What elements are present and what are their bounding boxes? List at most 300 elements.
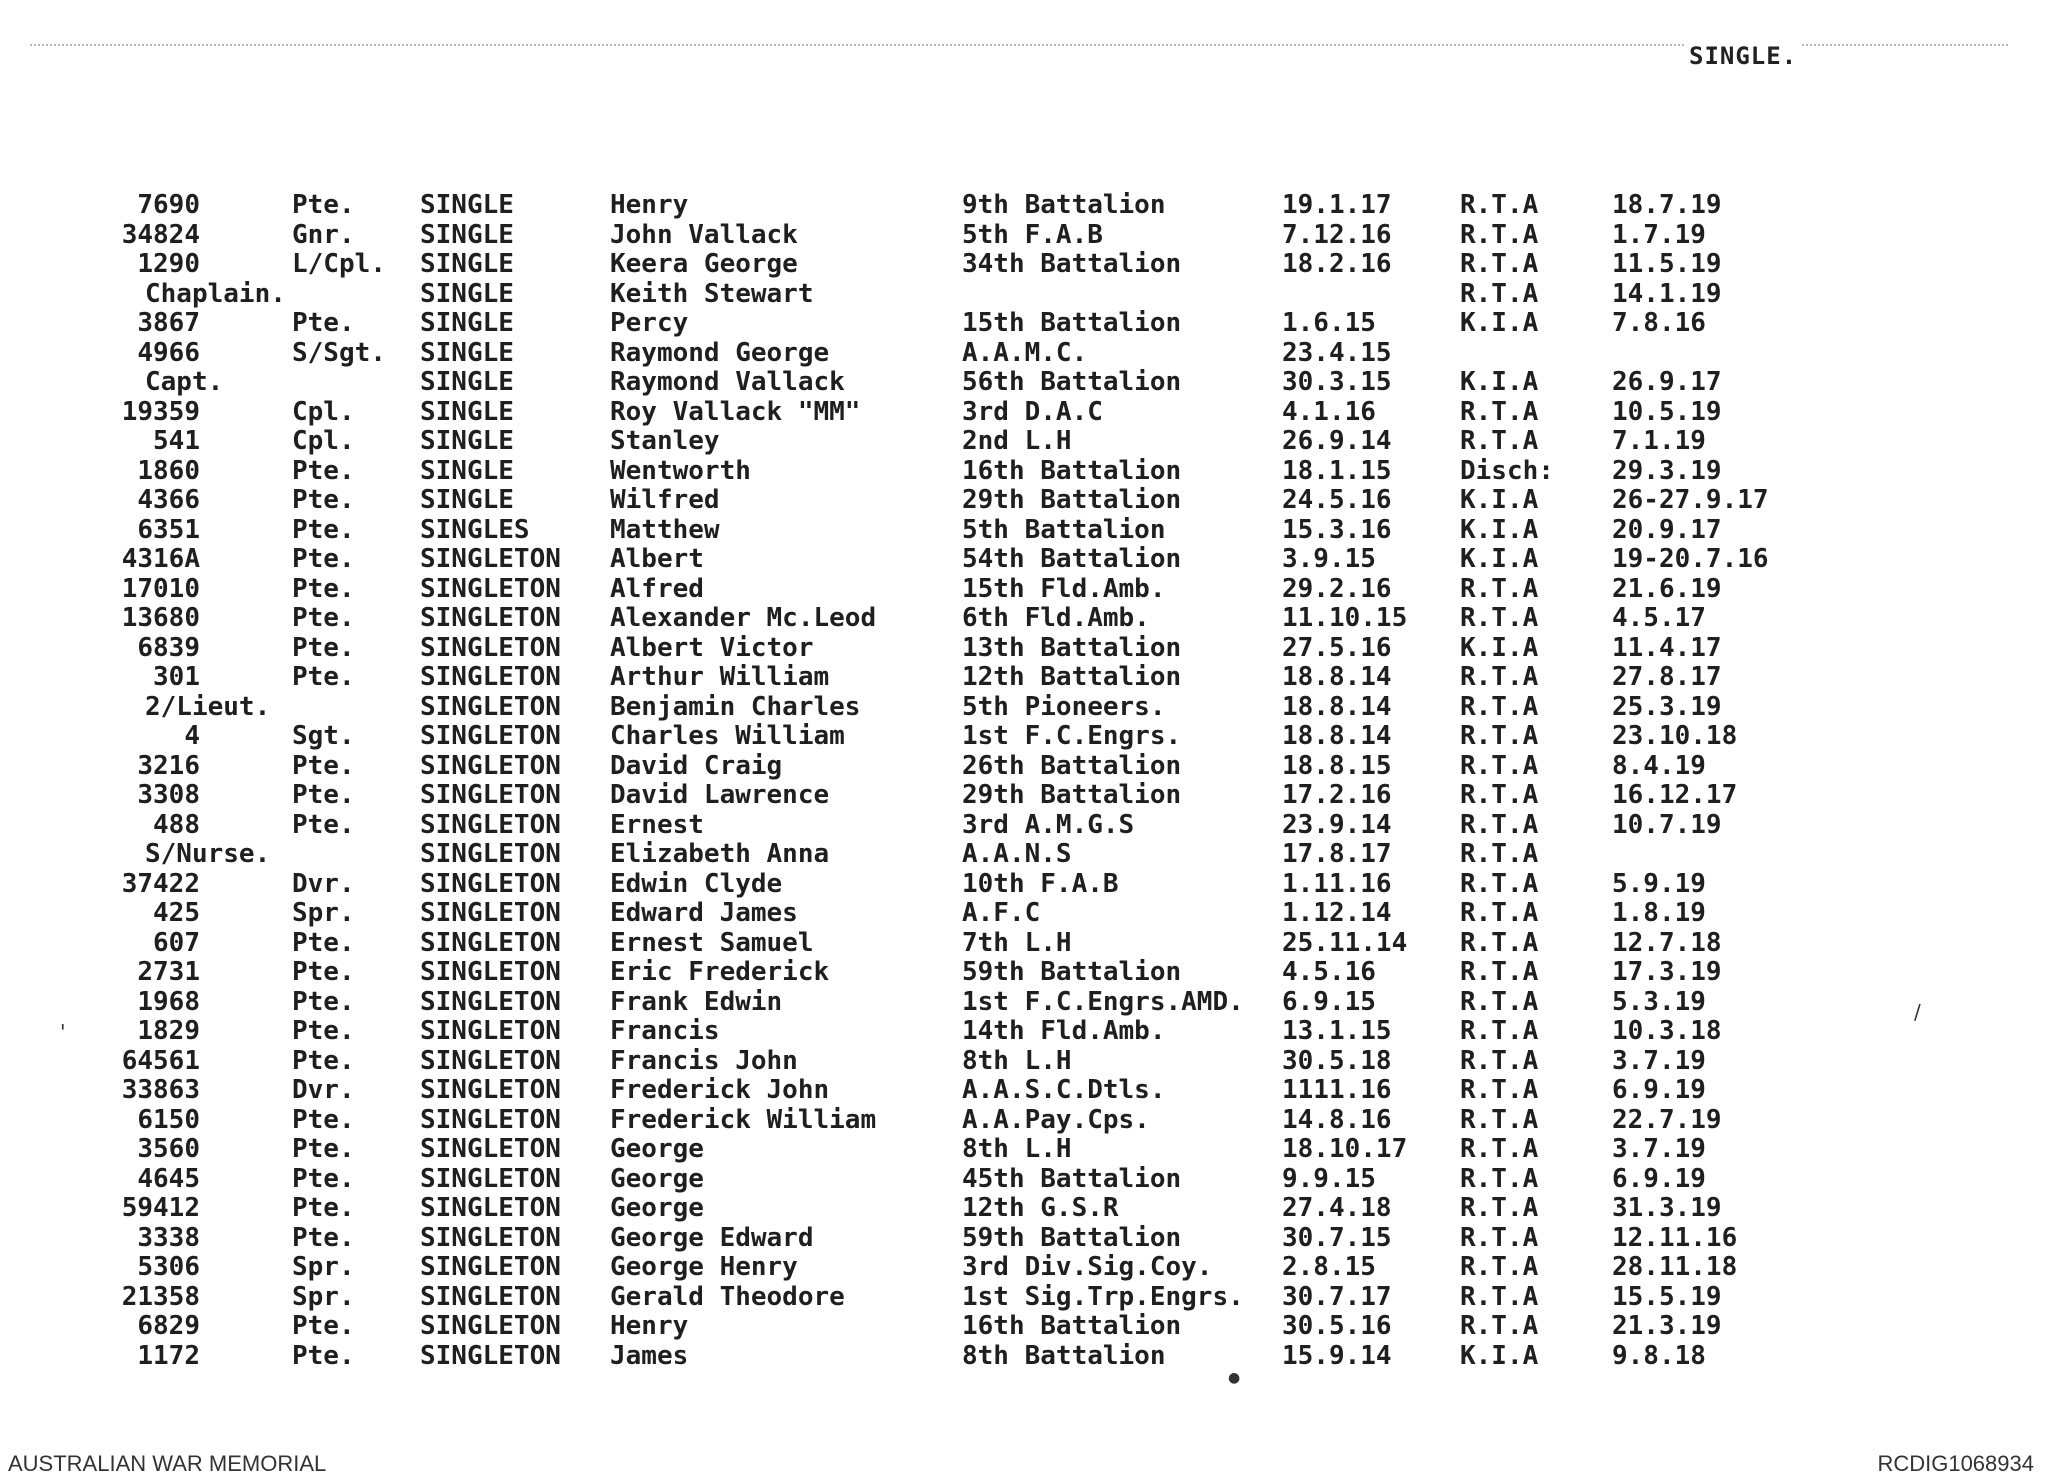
enlistment-date: 29.2.16: [1282, 573, 1392, 604]
given-names: Roy Vallack "MM": [610, 396, 861, 427]
table-row: [0, 810, 2048, 840]
fate: R.T.A: [1460, 721, 1539, 751]
unit: 29th Battalion: [962, 780, 1182, 810]
unit: A.A.N.S: [962, 839, 1072, 869]
fate: R.T.A: [1460, 219, 1539, 250]
surname: SINGLE: [420, 308, 514, 338]
enlistment-date: 19.1.17: [1282, 190, 1392, 220]
fate: R.T.A: [1460, 1134, 1539, 1164]
enlistment-date: 18.8.15: [1282, 750, 1392, 781]
unit: 5th F.A.B: [962, 219, 1103, 250]
fate: R.T.A: [1460, 1252, 1539, 1282]
unit: 7th L.H: [962, 927, 1072, 958]
unit: 3rd D.A.C: [962, 396, 1103, 427]
table-row: [0, 249, 2048, 279]
enlistment-date: 17.8.17: [1282, 839, 1392, 869]
surname: SINGLE: [420, 396, 514, 427]
surname: SINGLETON: [420, 1311, 561, 1341]
table-row: [0, 957, 2048, 987]
unit: 56th Battalion: [962, 367, 1182, 397]
given-names: Eric Frederick: [610, 957, 830, 987]
given-names: Percy: [610, 308, 689, 338]
service-number: 37422: [121, 868, 200, 899]
enlistment-date: 25.11.14: [1282, 927, 1408, 958]
enlistment-date: 23.9.14: [1282, 809, 1392, 840]
enlistment-date: 18.8.14: [1282, 721, 1392, 751]
service-number: Chaplain.: [145, 278, 286, 309]
fate: R.T.A: [1460, 278, 1539, 309]
table-row: [0, 1282, 2048, 1312]
fate: R.T.A: [1460, 927, 1539, 958]
unit: 16th Battalion: [962, 455, 1182, 486]
fate: R.T.A: [1460, 1075, 1539, 1105]
enlistment-date: 26.9.14: [1282, 426, 1392, 456]
enlistment-date: 30.5.16: [1282, 1311, 1392, 1341]
given-names: Henry: [610, 190, 689, 220]
rank: Dvr.: [292, 1075, 355, 1105]
rank: Pte.: [292, 662, 355, 692]
fate-date: 19-20.7.16: [1612, 544, 1769, 574]
enlistment-date: 23.4.15: [1282, 337, 1392, 368]
fate: R.T.A: [1460, 396, 1539, 427]
given-names: Raymond George: [610, 337, 830, 368]
fate: R.T.A: [1460, 780, 1539, 810]
fate-date: 16.12.17: [1612, 780, 1738, 810]
fate-date: 21.3.19: [1612, 1311, 1722, 1341]
given-names: Edward James: [610, 898, 798, 928]
table-row: [0, 426, 2048, 456]
service-number: S/Nurse.: [145, 839, 271, 869]
table-row: [0, 308, 2048, 338]
fate-date: 10.7.19: [1612, 809, 1722, 840]
surname: SINGLETON: [420, 927, 561, 958]
surname: SINGLETON: [420, 1252, 561, 1282]
rank: Pte.: [292, 485, 355, 515]
unit: A.A.S.C.Dtls.: [962, 1075, 1166, 1105]
table-row: [0, 367, 2048, 397]
service-number: 21358: [121, 1281, 200, 1312]
service-number: 33863: [121, 1075, 200, 1105]
fate-date: 11.5.19: [1612, 249, 1722, 279]
given-names: Keith Stewart: [610, 278, 814, 309]
footer-record-id: RCDIG1068934: [1877, 1451, 2034, 1476]
surname: SINGLETON: [420, 898, 561, 928]
rank: Pte.: [292, 603, 355, 633]
table-row: [0, 692, 2048, 722]
enlistment-date: 7.12.16: [1282, 219, 1392, 250]
fate: R.T.A: [1460, 190, 1539, 220]
enlistment-date: 4.5.16: [1282, 957, 1376, 987]
rank: Sgt.: [292, 721, 355, 751]
fate: R.T.A: [1460, 1016, 1539, 1046]
fate-date: 27.8.17: [1612, 662, 1722, 692]
fate-date: 15.5.19: [1612, 1281, 1722, 1312]
enlistment-date: 1.12.14: [1282, 898, 1392, 928]
service-number: 607: [153, 927, 200, 958]
surname: SINGLETON: [420, 1016, 561, 1046]
unit: 1st F.C.Engrs.AMD.: [962, 986, 1244, 1017]
fate: R.T.A: [1460, 750, 1539, 781]
rank: Spr.: [292, 1252, 355, 1282]
unit: 15th Battalion: [962, 308, 1182, 338]
unit: 34th Battalion: [962, 249, 1182, 279]
given-names: Frederick John: [610, 1075, 830, 1105]
surname: SINGLE: [420, 455, 514, 486]
unit: 54th Battalion: [962, 544, 1182, 574]
rank: Gnr.: [292, 219, 355, 250]
table-row: [0, 633, 2048, 663]
enlistment-date: 18.8.14: [1282, 662, 1392, 692]
given-names: George: [610, 1193, 704, 1223]
surname: SINGLETON: [420, 632, 561, 663]
enlistment-date: 9.9.15: [1282, 1163, 1376, 1194]
unit: 13th Battalion: [962, 632, 1182, 663]
rank: Pte.: [292, 1340, 355, 1371]
table-row: [0, 1016, 2048, 1046]
table-row: [0, 397, 2048, 427]
fate: R.T.A: [1460, 1045, 1539, 1076]
fate-date: 23.10.18: [1612, 721, 1738, 751]
unit: A.F.C: [962, 898, 1041, 928]
enlistment-date: 18.10.17: [1282, 1134, 1408, 1164]
service-number: 2731: [137, 957, 200, 987]
unit: 6th Fld.Amb.: [962, 603, 1150, 633]
service-number: Capt.: [145, 367, 224, 397]
surname: SINGLETON: [420, 1045, 561, 1076]
table-row: [0, 485, 2048, 515]
service-number: 541: [153, 426, 200, 456]
table-row: [0, 869, 2048, 899]
surname: SINGLE: [420, 278, 514, 309]
enlistment-date: 13.1.15: [1282, 1016, 1392, 1046]
rank: Pte.: [292, 190, 355, 220]
surname: SINGLETON: [420, 1340, 561, 1371]
fate: K.I.A: [1460, 1340, 1539, 1371]
enlistment-date: 18.1.15: [1282, 455, 1392, 486]
given-names: Matthew: [610, 514, 720, 545]
rank: Pte.: [292, 957, 355, 987]
surname: SINGLETON: [420, 986, 561, 1017]
unit: 2nd L.H: [962, 426, 1072, 456]
rank: Pte.: [292, 1016, 355, 1046]
enlistment-date: 30.7.17: [1282, 1281, 1392, 1312]
given-names: Benjamin Charles: [610, 691, 861, 722]
surname: SINGLETON: [420, 691, 561, 722]
table-row: [0, 603, 2048, 633]
stray-dot: ●: [1228, 1370, 1241, 1386]
fate-date: 1.8.19: [1612, 898, 1706, 928]
fate-date: 25.3.19: [1612, 691, 1722, 722]
table-row: [0, 987, 2048, 1017]
rank: Pte.: [292, 573, 355, 604]
given-names: Wentworth: [610, 455, 751, 486]
given-names: David Craig: [610, 750, 783, 781]
surname: SINGLE: [420, 337, 514, 368]
given-names: George Henry: [610, 1252, 798, 1282]
fate-date: 9.8.18: [1612, 1340, 1706, 1371]
service-number: 1860: [137, 455, 200, 486]
service-number: 4316A: [121, 544, 200, 574]
fate-date: 20.9.17: [1612, 514, 1722, 545]
rank: Pte.: [292, 455, 355, 486]
fate-date: 18.7.19: [1612, 190, 1722, 220]
given-names: David Lawrence: [610, 780, 830, 810]
service-number: 4366: [137, 485, 200, 515]
surname: SINGLETON: [420, 1134, 561, 1164]
service-number: 301: [153, 662, 200, 692]
unit: 1st F.C.Engrs.: [962, 721, 1182, 751]
rank: Pte.: [292, 809, 355, 840]
table-row: [0, 1193, 2048, 1223]
stray-mark: /: [1914, 1000, 1921, 1024]
given-names: James: [610, 1340, 689, 1371]
fate: K.I.A: [1460, 367, 1539, 397]
fate-date: 11.4.17: [1612, 632, 1722, 663]
unit: 59th Battalion: [962, 957, 1182, 987]
enlistment-date: 30.5.18: [1282, 1045, 1392, 1076]
service-number: 3338: [137, 1222, 200, 1253]
surname: SINGLETON: [420, 839, 561, 869]
surname: SINGLETON: [420, 780, 561, 810]
rank: Pte.: [292, 1222, 355, 1253]
fate-date: 3.7.19: [1612, 1134, 1706, 1164]
rank: Pte.: [292, 514, 355, 545]
enlistment-date: 3.9.15: [1282, 544, 1376, 574]
rank: Spr.: [292, 898, 355, 928]
unit: 26th Battalion: [962, 750, 1182, 781]
unit: 9th Battalion: [962, 190, 1166, 220]
enlistment-date: 27.4.18: [1282, 1193, 1392, 1223]
fate: R.T.A: [1460, 1104, 1539, 1135]
surname: SINGLETON: [420, 868, 561, 899]
enlistment-date: 1111.16: [1282, 1075, 1392, 1105]
unit: 45th Battalion: [962, 1163, 1182, 1194]
enlistment-date: 18.2.16: [1282, 249, 1392, 279]
rank: Pte.: [292, 1163, 355, 1194]
fate: R.T.A: [1460, 1163, 1539, 1194]
table-row: [0, 220, 2048, 250]
table-row: [0, 751, 2048, 781]
unit: 3rd A.M.G.S: [962, 809, 1135, 840]
surname: SINGLETON: [420, 1281, 561, 1312]
service-number: 17010: [121, 573, 200, 604]
fate: K.I.A: [1460, 544, 1539, 574]
fate-date: 7.8.16: [1612, 308, 1706, 338]
fate: R.T.A: [1460, 839, 1539, 869]
fate-date: 26.9.17: [1612, 367, 1722, 397]
surname: SINGLETON: [420, 809, 561, 840]
table-row: [0, 338, 2048, 368]
given-names: Keera George: [610, 249, 798, 279]
fate-date: 1.7.19: [1612, 219, 1706, 250]
fate: K.I.A: [1460, 485, 1539, 515]
surname: SINGLETON: [420, 662, 561, 692]
given-names: John Vallack: [610, 219, 798, 250]
given-names: Albert: [610, 544, 704, 574]
enlistment-date: 15.3.16: [1282, 514, 1392, 545]
service-number: 6839: [137, 632, 200, 663]
enlistment-date: 15.9.14: [1282, 1340, 1392, 1371]
given-names: George: [610, 1163, 704, 1194]
table-row: [0, 1134, 2048, 1164]
unit: 12th G.S.R: [962, 1193, 1119, 1223]
given-names: Alfred: [610, 573, 704, 604]
surname: SINGLETON: [420, 1222, 561, 1253]
unit: A.A.M.C.: [962, 337, 1088, 368]
table-row: [0, 456, 2048, 486]
table-row: [0, 662, 2048, 692]
table-row: [0, 515, 2048, 545]
fate: R.T.A: [1460, 986, 1539, 1017]
given-names: Edwin Clyde: [610, 868, 783, 899]
fate: R.T.A: [1460, 662, 1539, 692]
given-names: George Edward: [610, 1222, 814, 1253]
service-number: 6351: [137, 514, 200, 545]
unit: 3rd Div.Sig.Coy.: [962, 1252, 1213, 1282]
fate: R.T.A: [1460, 426, 1539, 456]
service-number: 1290: [137, 249, 200, 279]
fate-date: 7.1.19: [1612, 426, 1706, 456]
surname: SINGLETON: [420, 1104, 561, 1135]
enlistment-date: 1.11.16: [1282, 868, 1392, 899]
enlistment-date: 24.5.16: [1282, 485, 1392, 515]
fate: R.T.A: [1460, 809, 1539, 840]
service-number: 4: [184, 721, 200, 751]
service-number: 488: [153, 809, 200, 840]
service-number: 3216: [137, 750, 200, 781]
given-names: Ernest Samuel: [610, 927, 814, 958]
surname: SINGLETON: [420, 957, 561, 987]
fate-date: 29.3.19: [1612, 455, 1722, 486]
surname: SINGLES: [420, 514, 530, 545]
fate: R.T.A: [1460, 1311, 1539, 1341]
rank: Pte.: [292, 1134, 355, 1164]
given-names: Raymond Vallack: [610, 367, 845, 397]
fate-date: 10.5.19: [1612, 396, 1722, 427]
table-row: [0, 1341, 2048, 1371]
fate-date: 6.9.19: [1612, 1163, 1706, 1194]
rank: Pte.: [292, 927, 355, 958]
fate-date: 17.3.19: [1612, 957, 1722, 987]
enlistment-date: 11.10.15: [1282, 603, 1408, 633]
fate-date: 6.9.19: [1612, 1075, 1706, 1105]
unit: 1st Sig.Trp.Engrs.: [962, 1281, 1244, 1312]
fate-date: 22.7.19: [1612, 1104, 1722, 1135]
fate-date: 3.7.19: [1612, 1045, 1706, 1076]
table-row: [0, 928, 2048, 958]
given-names: Francis: [610, 1016, 720, 1046]
fate-date: 28.11.18: [1612, 1252, 1738, 1282]
fate-date: 26-27.9.17: [1612, 485, 1769, 515]
enlistment-date: 4.1.16: [1282, 396, 1376, 427]
enlistment-date: 30.7.15: [1282, 1222, 1392, 1253]
given-names: Henry: [610, 1311, 689, 1341]
service-number: 13680: [121, 603, 200, 633]
given-names: Frank Edwin: [610, 986, 783, 1017]
rank: Pte.: [292, 544, 355, 574]
surname: SINGLETON: [420, 1193, 561, 1223]
given-names: Stanley: [610, 426, 720, 456]
rank: S/Sgt.: [292, 337, 386, 368]
service-number: 1829: [137, 1016, 200, 1046]
rank: Pte.: [292, 1311, 355, 1341]
service-number: 4645: [137, 1163, 200, 1194]
rank: Pte.: [292, 308, 355, 338]
fate-date: 4.5.17: [1612, 603, 1706, 633]
unit: 12th Battalion: [962, 662, 1182, 692]
fate: R.T.A: [1460, 249, 1539, 279]
table-row: [0, 1164, 2048, 1194]
table-row: [0, 1075, 2048, 1105]
table-row: [0, 279, 2048, 309]
surname: SINGLETON: [420, 573, 561, 604]
rank: Dvr.: [292, 868, 355, 899]
fate: K.I.A: [1460, 514, 1539, 545]
surname: SINGLE: [420, 485, 514, 515]
given-names: Gerald Theodore: [610, 1281, 845, 1312]
table-row: [0, 544, 2048, 574]
rank: Pte.: [292, 632, 355, 663]
given-names: Arthur William: [610, 662, 830, 692]
fate: R.T.A: [1460, 957, 1539, 987]
fate-date: 10.3.18: [1612, 1016, 1722, 1046]
fate: K.I.A: [1460, 632, 1539, 663]
given-names: Albert Victor: [610, 632, 814, 663]
unit: 59th Battalion: [962, 1222, 1182, 1253]
surname: SINGLETON: [420, 544, 561, 574]
enlistment-date: 14.8.16: [1282, 1104, 1392, 1135]
unit: 5th Battalion: [962, 514, 1166, 545]
enlistment-date: 2.8.15: [1282, 1252, 1376, 1282]
surname: SINGLETON: [420, 603, 561, 633]
given-names: Alexander Mc.Leod: [610, 603, 877, 633]
fate: R.T.A: [1460, 603, 1539, 633]
surname: SINGLE: [420, 426, 514, 456]
enlistment-date: 6.9.15: [1282, 986, 1376, 1017]
fate-date: 31.3.19: [1612, 1193, 1722, 1223]
unit: A.A.Pay.Cps.: [962, 1104, 1150, 1135]
service-number: 2/Lieut.: [145, 691, 271, 722]
unit: 10th F.A.B: [962, 868, 1119, 899]
fate-date: 12.7.18: [1612, 927, 1722, 958]
given-names: Wilfred: [610, 485, 720, 515]
service-number: 34824: [121, 219, 200, 250]
fate: R.T.A: [1460, 691, 1539, 722]
unit: 14th Fld.Amb.: [962, 1016, 1166, 1046]
fate: K.I.A: [1460, 308, 1539, 338]
fate: R.T.A: [1460, 1193, 1539, 1223]
table-row: [0, 574, 2048, 604]
service-number: 19359: [121, 396, 200, 427]
rank: Cpl.: [292, 426, 355, 456]
service-number: 4966: [137, 337, 200, 368]
fate-date: 21.6.19: [1612, 573, 1722, 604]
rank: Pte.: [292, 750, 355, 781]
fate-date: 5.9.19: [1612, 868, 1706, 899]
enlistment-date: 1.6.15: [1282, 308, 1376, 338]
rank: Pte.: [292, 1045, 355, 1076]
enlistment-date: 30.3.15: [1282, 367, 1392, 397]
surname: SINGLETON: [420, 721, 561, 751]
rank: Spr.: [292, 1281, 355, 1312]
enlistment-date: 17.2.16: [1282, 780, 1392, 810]
given-names: Francis John: [610, 1045, 798, 1076]
fate: R.T.A: [1460, 868, 1539, 899]
service-number: 64561: [121, 1045, 200, 1076]
enlistment-date: 27.5.16: [1282, 632, 1392, 663]
service-number: 7690: [137, 190, 200, 220]
unit: 8th L.H: [962, 1045, 1072, 1076]
